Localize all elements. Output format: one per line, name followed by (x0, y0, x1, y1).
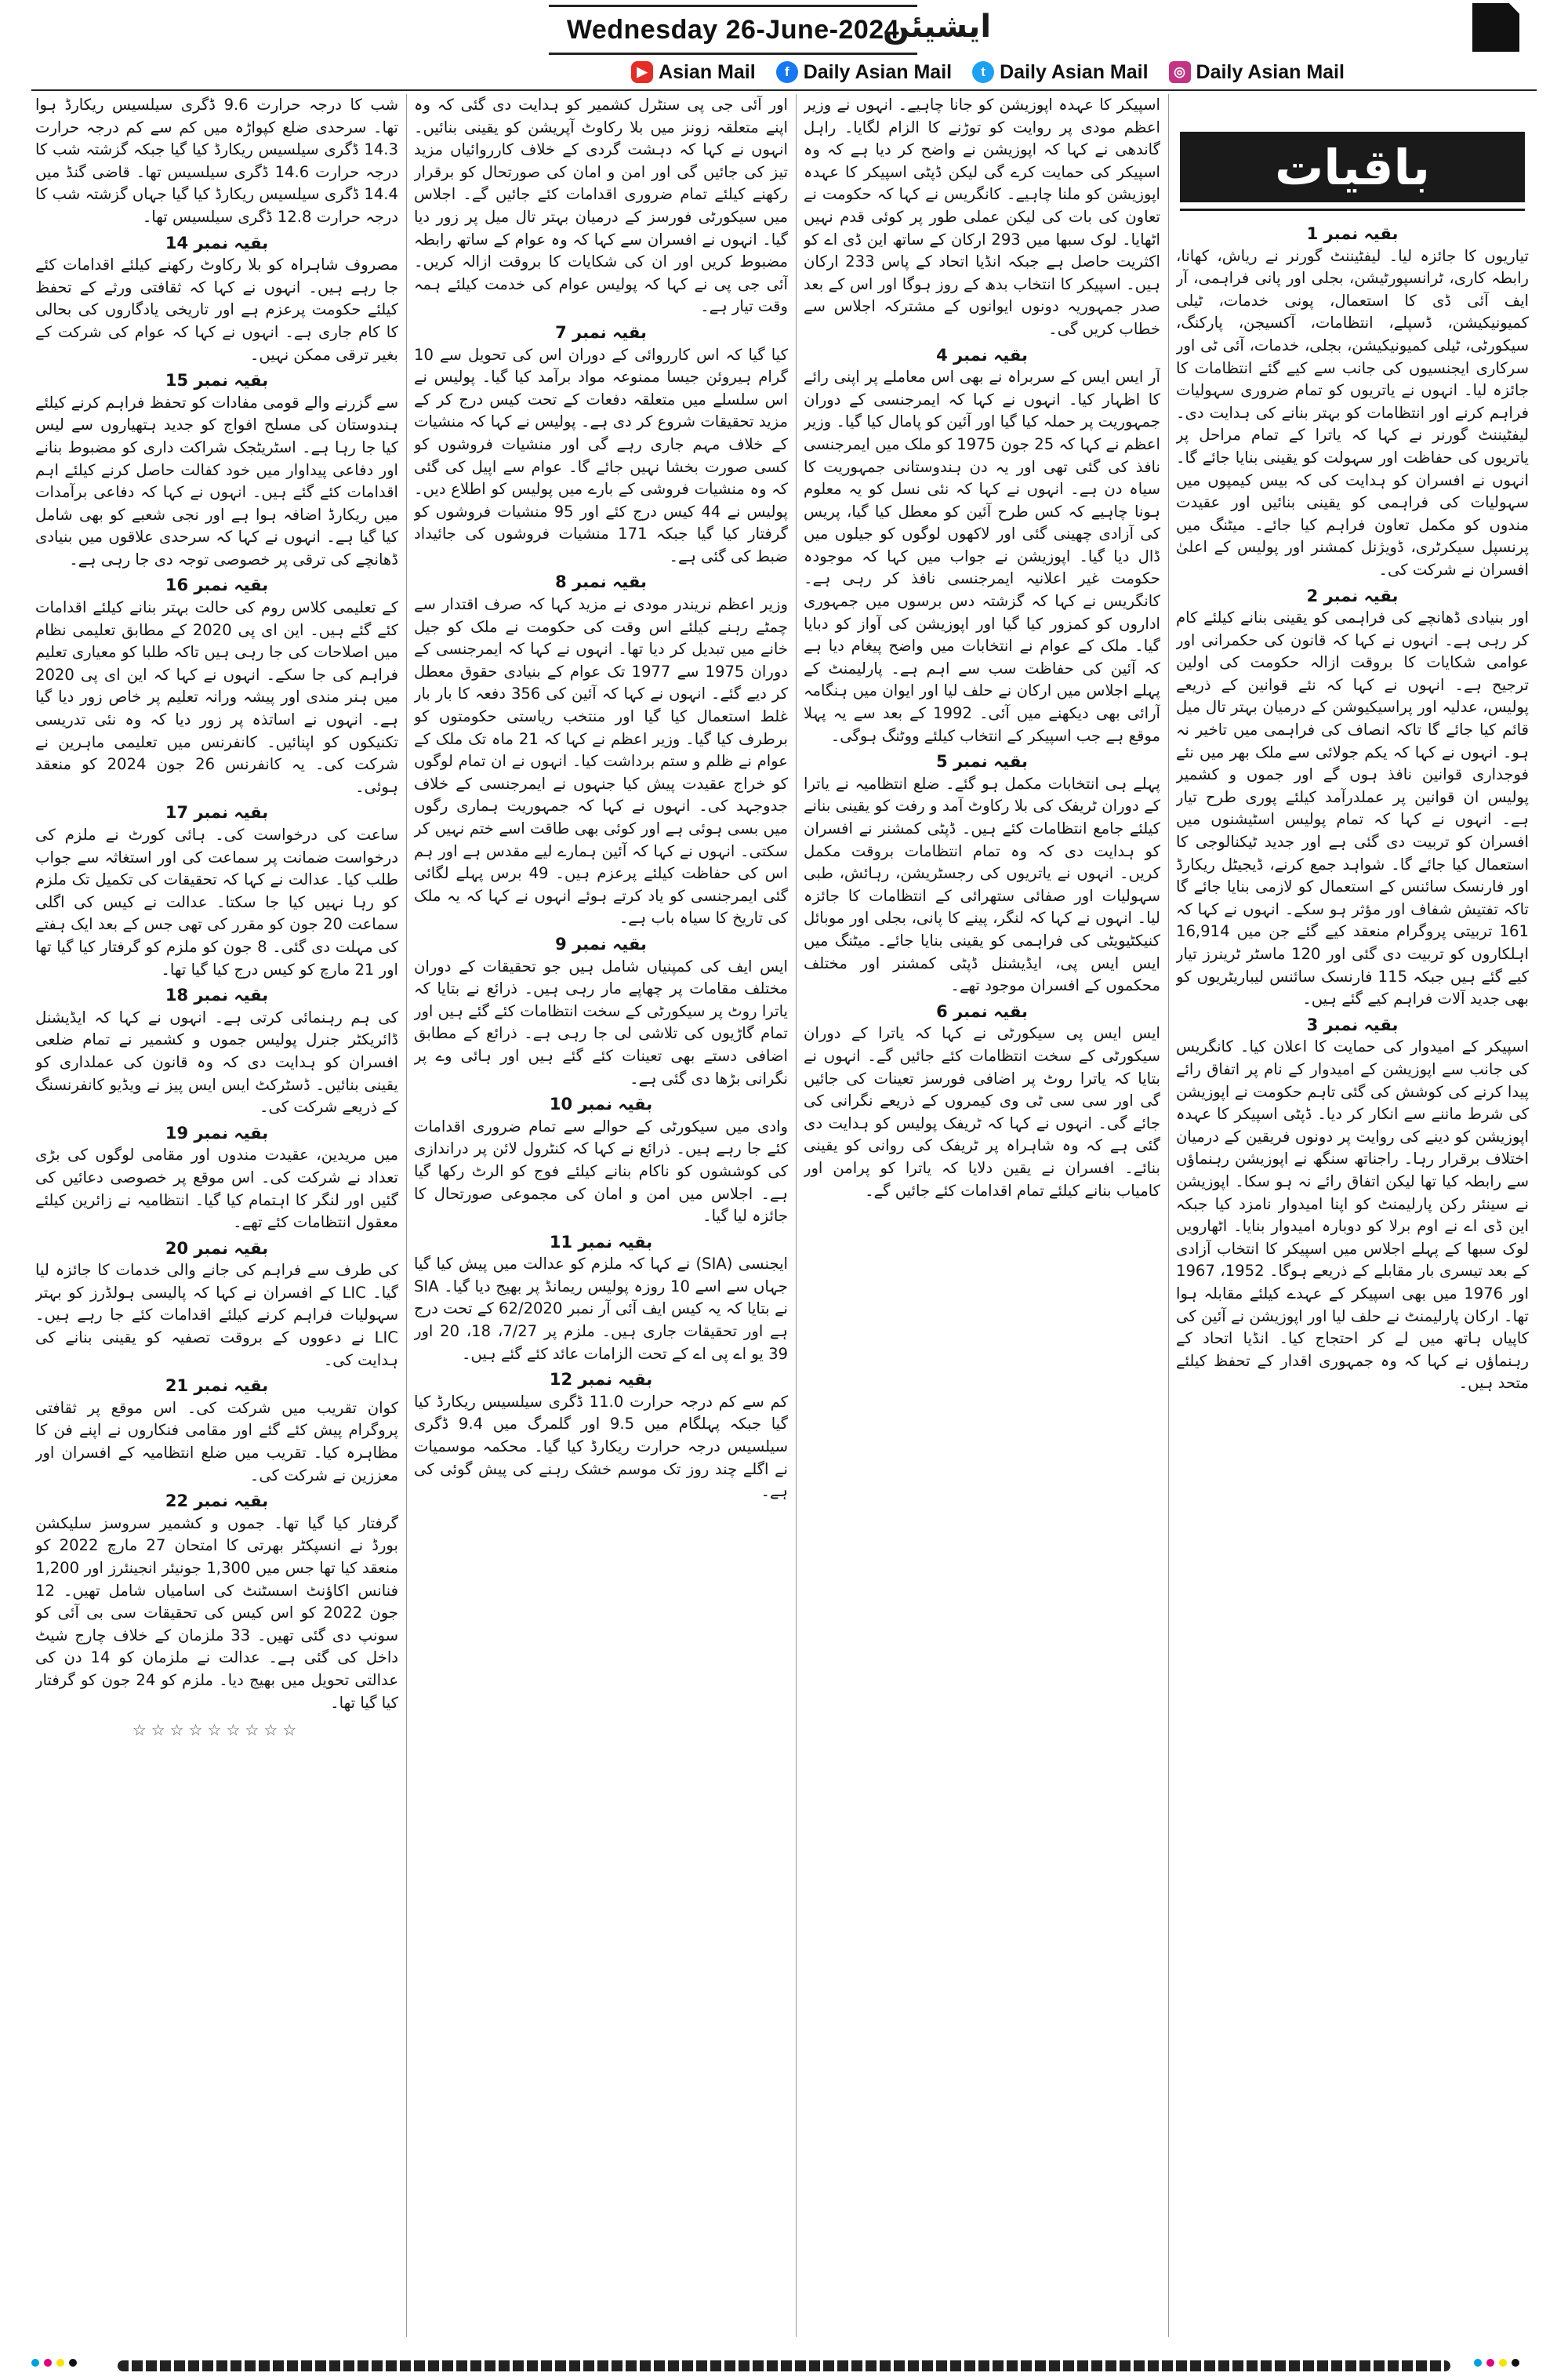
continuation-heading: بقیہ نمبر 8 (555, 572, 647, 592)
continuation-heading: بقیہ نمبر 12 (549, 1370, 653, 1390)
title-underline (1180, 209, 1525, 211)
black-mark (1512, 2359, 1519, 2367)
continuation-heading: بقیہ نمبر 19 (165, 1123, 269, 1143)
continuation-heading: بقیہ نمبر 5 (936, 752, 1028, 772)
continuation-heading: بقیہ نمبر 14 (165, 233, 269, 253)
social-label-twitter: Daily Asian Mail (1000, 60, 1149, 83)
article-column-4 (35, 94, 398, 2337)
twitter-icon: t (972, 61, 994, 83)
continuation-heading: بقیہ نمبر 4 (936, 345, 1028, 365)
continuation-text: مصروف شاہراہ کو بلا رکاوٹ رکھنے کیلئے اقدامات کئے جا رہے ہیں۔ انہوں نے کہا کہ ثقافتی ورثے کے تحفظ کیلئے حکومت پرعزم ہے اور تاریخی یادگاروں کی بحالی کا کام جاری ہے۔ انہوں نے کہا کہ عوام کی شرکت کے بغیر ترقی ممکن نہیں۔ (35, 256, 398, 364)
registration-strip (118, 2360, 1450, 2371)
continuation-text: ایجنسی (SIA) نے کہا کہ ملزم کو عدالت میں پیش کیا گیا جہاں سے اسے 10 روزہ پولیس ریمانڈ پر بھیج دیا گیا۔ SIA نے بتایا کہ یہ کیس ایف آئی آر نمبر 62/2020 کے تحت درج ہے اور تحقیقات جاری ہیں۔ ملزم پر 7/27، 18، 20 اور 39 یو اے پی اے کے تحت الزامات عائد کئے گئے ہیں۔ (414, 1255, 788, 1363)
column-divider (796, 94, 797, 2337)
continuation-text: کم سے کم درجہ حرارت 11.0 ڈگری سیلسیس ریکارڈ کیا گیا جبکہ پہلگام میں 9.5 اور گلمرگ میں 9.4 ڈگری سیلسیس درجہ حرارت ریکارڈ کیا گیا۔ محکمہ موسمیات نے اگلے چند روز تک موسم خشک رہنے کی پیش گوئی کی ہے۔ (414, 1392, 788, 1501)
cyan-mark (1474, 2359, 1482, 2367)
black-mark (69, 2359, 77, 2367)
continuation-heading: بقیہ نمبر 21 (165, 1376, 269, 1396)
yellow-mark (1499, 2359, 1507, 2367)
social-link-twitter[interactable] (972, 61, 1148, 84)
continuation-heading: بقیہ نمبر 22 (165, 1492, 269, 1511)
continuation-heading: بقیہ نمبر 1 (1306, 224, 1399, 243)
masthead (0, 0, 1568, 55)
column-divider (1168, 94, 1169, 2337)
logo-text: ایشیئن (882, 9, 992, 45)
print-registration-bar (0, 2353, 1568, 2380)
continuation-text: کے تعلیمی کلاس روم کی حالت بہتر بنانے کیلئے اقدامات کئے گئے ہیں۔ این ای پی 2020 کے مطابق تعلیمی نظام میں اصلاحات کی جا رہی ہیں تاکہ طلبا کو معیاری تعلیم فراہم کی جا سکے۔ انہوں نے کہا کہ این ای پی 2020 میں ہنر مندی اور پیشہ ورانہ تعلیم پر خاص زور دیا گیا ہے۔ انہوں نے اساتذہ پر زور دیا کہ وہ نئی تدریسی تکنیکوں کو اپنائیں۔ کانفرنس میں تعلیمی ماہرین نے شرکت کی۔ یہ کانفرنس 26 جون 2024 کو منعقد ہوئی۔ (35, 598, 398, 796)
instagram-icon: ◎ (1169, 61, 1191, 83)
magenta-mark (44, 2359, 52, 2367)
social-link-facebook[interactable] (776, 61, 952, 84)
continuation-text: ایس ایس پی سیکورٹی نے کہا کہ یاترا کے دوران سیکورٹی کے سخت انتظامات کئے جائیں گے۔ انہوں نے بتایا کہ یاترا روٹ پر اضافی فورسز تعینات کی جائیں گی اور سی سی ٹی وی کیمروں کے ذریعے نگرانی کی جائے گی۔ انہوں نے کہا کہ ٹریفک پولیس کو ہدایت دی گئی ہے کہ وہ شاہراہ پر ٹریفک کی روانی کو یقینی بنائے۔ افسران نے یقین دلایا کہ یاترا کو پرامن اور کامیاب بنانے کیلئے تمام اقدامات کئے جائیں گے۔ (804, 1024, 1160, 1200)
social-links-bar (423, 56, 1552, 88)
continuation-text: سے گزرنے والے قومی مفادات کو تحفظ فراہم کرنے کیلئے ہندوستان کی مسلح افواج کو جدید ہتھیاروں سے لیس کیا جا رہا ہے۔ اسٹریٹجک شراکت داری کو مضبوط بنانے اور دفاعی پیداوار میں خود کفالت حاصل کرنے کیلئے اہم اقدامات کئے گئے ہیں۔ انہوں نے کہا کہ دفاعی برآمدات میں ریکارڈ اضافہ ہوا ہے اور نجی شعبے کو بھی شامل کیا گیا ہے۔ انہوں نے کہا کہ سرحدی علاقوں میں بنیادی ڈھانچے کی ترقی پر خصوصی توجہ دی جا رہی ہے۔ (35, 393, 398, 569)
continuation-text: کوان تقریب میں شرکت کی۔ اس موقع پر ثقافتی پروگرام پیش کئے گئے اور مقامی فنکاروں نے اپنے فن کا مظاہرہ کیا۔ تقریب میں ضلع انتظامیہ کے افسران اور معززین نے شرکت کی۔ (35, 1398, 398, 1484)
end-of-page-stars: ☆☆☆☆☆☆☆☆☆ (132, 1721, 302, 1740)
continuation-heading: بقیہ نمبر 3 (1306, 1015, 1399, 1034)
continuation-text: وزیر اعظم نریندر مودی نے مزید کہا کہ صرف اقتدار سے چمٹے رہنے کیلئے اس وقت کی حکومت نے ملک کو جیل خانے میں تبدیل کر دیا تھا۔ انہوں نے کہا کہ ایمرجنسی کے دوران 1975 سے 1977 تک عوام کے بنیادی حقوق معطل کر دیے گئے۔ انہوں نے کہا کہ آئین کی 356 دفعہ کا بار بار غلط استعمال کیا گیا اور منتخب ریاستی حکومتوں کو برطرف کیا گیا۔ وزیر اعظم نے کہا کہ 21 ماہ تک ملک کے عوام نے ظلم و ستم برداشت کیا۔ انہوں نے ان تمام لوگوں کو خراج عقیدت پیش کیا جنہوں نے ایمرجنسی کے خلاف جدوجہد کی۔ انہوں نے کہا کہ جمہوریت ہماری رگوں میں بسی ہوئی ہے اور کوئی بھی طاقت اسے ختم نہیں کر سکتی۔ انہوں نے کہا کہ آئین ہمارے لیے مقدس ہے اور ہم اس کی حفاظت کیلئے پرعزم ہیں۔ 49 برس پہلے لگائی گئی ایمرجنسی کو یاد کرتے ہوئے انہوں نے کہا کہ یہ ملک کی تاریخ کا سیاہ باب ہے۔ (414, 595, 788, 928)
continuation-heading: بقیہ نمبر 15 (165, 371, 269, 391)
social-link-instagram[interactable] (1169, 61, 1345, 84)
continuation-heading: بقیہ نمبر 11 (549, 1232, 653, 1252)
continuation-text: کیا گیا کہ اس کارروائی کے دوران اس کی تحویل سے 10 گرام ہیروئن جیسا ممنوعہ مواد برآمد کیا گیا۔ پولیس نے اس سلسلے میں متعلقہ دفعات کے تحت کیس درج کر کے مزید تحقیقات شروع کر دی ہے۔ پولیس نے کہا کہ منشیات کے خلاف مہم جاری رہے گی اور منشیات فروشوں کو کسی صورت بخشا نہیں جائے گا۔ عوام سے اپیل کی گئی کہ وہ منشیات فروشی کے بارے میں پولیس کو اطلاع دیں۔ پولیس نے 44 کیس درج کئے اور 95 منشیات فروشوں کو گرفتار کیا گیا جبکہ 171 منشیات فروشوں کی جائیداد ضبط کی گئی ہے۔ (414, 345, 788, 565)
continuation-text: اسپیکر کا عہدہ اپوزیشن کو جانا چاہیے۔ انہوں نے وزیر اعظم مودی پر روایت کو توڑنے کا الزام لگایا۔ راہل گاندھی نے کہا کہ اپوزیشن نے واضح کر دیا ہے کہ وہ اسپیکر کی حمایت کرے گی لیکن ڈپٹی اسپیکر کا عہدہ اپوزیشن کو ملنا چاہیے۔ کانگریس نے کہا کہ حکومت نے تعاون کی بات کی لیکن عملی طور پر کوئی قدم نہیں اٹھایا۔ لوک سبھا میں 293 ارکان کے ساتھ این ڈی اے کو اکثریت حاصل ہے جبکہ انڈیا اتحاد کے پاس 233 ارکان ہیں۔ اسپیکر کا انتخاب بدھ کے روز ہوگا اور اس کے بعد صدر جمہوریہ دونوں ایوانوں کے مشترکہ اجلاس سے خطاب کریں گی۔ (804, 96, 1160, 338)
page-title: باقیات (1180, 132, 1525, 202)
article-column-1 (1176, 220, 1529, 2337)
continuation-text: اور آئی جی پی سنٹرل کشمیر کو ہدایت دی گئی کہ وہ اپنے متعلقہ زونز میں بلا رکاوٹ آپریشن کو یقینی بنائیں۔ انہوں نے کہا کہ دہشت گردی کے خلاف کارروائیاں مزید تیز کی جائیں گی اور امن و امان کی صورتحال کو برقرار رکھنے کیلئے تمام ضروری اقدامات کئے جائیں گے۔ اجلاس میں سیکورٹی فورسز کے درمیان بہتر تال میل پر زور دیا گیا۔ انہوں نے افسران سے کہا کہ وہ عوام کے ساتھ رابطہ مضبوط کریں اور ان کی شکایات کا بروقت ازالہ کریں۔ آئی جی پی نے کہا کہ پولیس عوام کی خدمت کیلئے ہمہ وقت تیار ہے۔ (414, 96, 788, 316)
facebook-icon: f (776, 61, 798, 83)
social-label-instagram: Daily Asian Mail (1196, 60, 1345, 83)
social-label-facebook: Daily Asian Mail (803, 60, 953, 83)
article-column-3 (414, 94, 788, 2337)
continuation-text: پہلے ہی انتخابات مکمل ہو گئے۔ ضلع انتظامیہ نے یاترا کے دوران ٹریفک کی بلا رکاوٹ آمد و رفت کو یقینی بنانے کیلئے جامع انتظامات کئے ہیں۔ ڈپٹی کمشنر نے افسران کو ہدایت دی کہ وہ تمام انتظامات بروقت مکمل کریں۔ انہوں نے یاتریوں کی رجسٹریشن، رہائش، طبی سہولیات اور صفائی ستھرائی کے انتظامات کا جائزہ لیا۔ انہوں نے کہا کہ لنگر، پینے کا پانی، بجلی اور موبائل کنیکٹیویٹی کی فراہمی کو یقینی بنایا جائے۔ میٹنگ میں ایس ایس پی، ایڈیشنل ڈپٹی کمشنر اور مختلف محکموں کے افسران موجود تھے۔ (804, 774, 1160, 995)
continuation-text: اسپیکر کے امیدوار کی حمایت کا اعلان کیا۔ کانگریس کی جانب سے اپوزیشن کے امیدوار کے نام پر اتفاق رائے پیدا کرنے کی کوشش کی گئی تاہم حکومت نے اپوزیشن کی شرط ماننے سے انکار کر دیا۔ ڈپٹی اسپیکر کا عہدہ اپوزیشن کو دینے کی روایت پر دونوں فریقین کے درمیان اختلاف برقرار رہا۔ راجناتھ سنگھ نے اپوزیشن رہنماؤں سے رابطہ کیا تھا لیکن اتفاق رائے نہ ہو سکا۔ اپوزیشن نے سینئر رکن پارلیمنٹ کو اپنا امیدوار نامزد کیا جبکہ این ڈی اے نے اوم برلا کو دوبارہ امیدوار بنایا۔ اٹھارویں لوک سبھا کے پہلے اجلاس میں اسپیکر کا انتخاب آزادی کے بعد تیسری بار مقابلے کے ذریعے ہوگا۔ 1952، 1967 اور 1976 میں بھی اسپیکر کے عہدے کیلئے مقابلہ ہوا تھا۔ ارکان پارلیمنٹ نے حلف لیا اور اپوزیشن نے آئین کی کاپیاں ہاتھ میں لے کر احتجاج کیا۔ انڈیا اتحاد کے رہنماؤں نے کہا کہ وہ جمہوری اقدار کے تحفظ کیلئے متحد ہیں۔ (1176, 1037, 1529, 1393)
continuation-heading: بقیہ نمبر 18 (165, 986, 269, 1005)
continuation-text: تیاریوں کا جائزہ لیا۔ لیفٹیننٹ گورنر نے ریاش، کھانا، رابطہ کاری، ٹرانسپورٹیشن، بجلی اور پانی فراہمی، آر ایف آئی ڈی کا استعمال، پونی خدمات، ٹیلی کمیونیکیشن، ڈسپلے، انتظامات، آکسیجن، پارکنگ، سیکورٹی، ٹیلی کمیونیکیشن، بجلی، خدمات، آئی ٹی اور سرکاری ایجنسیوں کی جانب سے کیے گئے انتظامات کا جائزہ لیا۔ انہوں نے یاتریوں کو تمام ضروری سہولیات فراہم کرنے اور انتظامات کو بہتر بنانے کی ہدایت دی۔ لیفٹیننٹ گورنر نے کہا کہ یاترا کے تمام مراحل پر یاتریوں کی حفاظت اور سہولت کو یقینی بنایا جائے گا۔ انہوں نے افسران کو ہدایت کی کہ بیس کیمپوں میں سہولیات کی فراہمی کو یقینی بنائیں اور عقیدت مندوں کو مکمل تعاون فراہم کیا جائے۔ میٹنگ میں پرنسپل سیکرٹری، ڈویژنل کمشنر اور پولیس کے اعلیٰ افسران نے شرکت کی۔ (1176, 246, 1529, 579)
continuation-heading: بقیہ نمبر 2 (1306, 586, 1399, 605)
continuation-text: ایس ایف کی کمپنیاں شامل ہیں جو تحقیقات کے دوران مختلف مقامات پر چھاپے مار رہی ہیں۔ ذرائع نے بتایا کہ یاترا روٹ پر سیکورٹی کے سخت انتظامات کئے گئے ہیں اور تمام گاڑیوں کی تلاشی لی جا رہی ہے۔ ذرائع کے مطابق اضافی دستے بھی تعینات کئے گئے ہیں اور ہائی وے پر نگرانی بڑھا دی گئی ہے۔ (414, 957, 788, 1088)
social-label-youtube: Asian Mail (659, 60, 756, 83)
youtube-icon: ▶ (631, 61, 653, 83)
continuation-heading: بقیہ نمبر 16 (165, 576, 269, 595)
magenta-mark (1486, 2359, 1494, 2367)
continuation-heading: بقیہ نمبر 17 (165, 803, 269, 823)
article-column-2 (804, 94, 1160, 2337)
continuation-heading: بقیہ نمبر 6 (936, 1001, 1028, 1021)
newspaper-logo[interactable] (882, 2, 992, 52)
social-link-youtube[interactable] (631, 61, 756, 84)
page-corner-mark (1472, 3, 1519, 52)
yellow-mark (56, 2359, 64, 2367)
issue-date: Wednesday 26-June-2024 (549, 5, 917, 55)
continuation-heading: بقیہ نمبر 9 (555, 934, 647, 954)
cmyk-marks-right (1474, 2359, 1519, 2367)
continuation-text: آر ایس ایس کے سربراہ نے بھی اس معاملے پر اپنی رائے کا اظہار کیا۔ انہوں نے کہا کہ ایمرجنسی کے دوران جمہوریت پر حملہ کیا گیا اور آئین کو پامال کیا گیا۔ وزیر اعظم نے کہا کہ 25 جون 1975 کو ملک میں ایمرجنسی نافذ کی گئی تھی اور یہ دن ہندوستانی جمہوریت کا سیاہ دن ہے۔ انہوں نے کہا کہ نئی نسل کو یہ معلوم ہونا چاہیے کہ کس طرح آئین کو معطل کیا گیا، پریس کی آزادی چھینی گئی اور لاکھوں لوگوں کو جیلوں میں ڈال دیا گیا۔ اپوزیشن نے جواب میں کہا کہ موجودہ حکومت غیر اعلانیہ ایمرجنسی نافذ کر رہی ہے۔ کانگریس نے کہا کہ گزشتہ دس برسوں میں جمہوری اداروں کو کمزور کیا گیا اور اپوزیشن کی آواز کو دبایا گیا۔ ملک کے عوام نے انتخابات میں واضح پیغام دیا ہے کہ آئین کی حفاظت سب سے اہم ہے۔ پارلیمنٹ کے پہلے اجلاس میں ارکان نے حلف لیا اور ایوان میں ہنگامہ آرائی بھی دیکھنے میں آئی۔ 1992 کے بعد سے یہ پہلا موقع ہے جب اسپیکر کے انتخاب کیلئے ووٹنگ ہوگی۔ (804, 368, 1160, 745)
continuation-text: میں مریدین، عقیدت مندوں اور مقامی لوگوں کی بڑی تعداد نے شرکت کی۔ اس موقع پر خصوصی دعائیں کی گئیں اور لنگر کا اہتمام کیا گیا۔ انتظامیہ نے زائرین کیلئے معقول انتظامات کئے تھے۔ (35, 1146, 398, 1232)
continuation-heading: بقیہ نمبر 20 (165, 1238, 269, 1258)
cyan-mark (31, 2359, 39, 2367)
continuation-text: کی ہم رہنمائی کرتی ہے۔ انہوں نے کہا کہ ایڈیشنل ڈائریکٹر جنرل پولیس جموں و کشمیر نے تمام ضلعی افسران کو ہدایت دی کہ وہ قانون کی عملداری کو یقینی بنائیں۔ ڈسٹرکٹ ایس ایس پیز نے ویڈیو کانفرنسنگ کے ذریعے شرکت کی۔ (35, 1008, 398, 1117)
continuation-text: وادی میں سیکورٹی کے حوالے سے تمام ضروری اقدامات کئے جا رہے ہیں۔ ذرائع نے کہا کہ کنٹرول لائن پر دراندازی کی کوششوں کو ناکام بنانے کیلئے فوج کو الرٹ رکھا گیا ہے۔ اجلاس میں امن و امان کی مجموعی صورتحال کا جائزہ لیا گیا۔ (414, 1117, 788, 1226)
continuation-text: ساعت کی درخواست کی۔ ہائی کورٹ نے ملزم کی درخواست ضمانت پر سماعت کی اور استغاثہ سے جواب طلب کیا۔ عدالت نے کہا کہ تحقیقات کی تکمیل تک ملزم کو رہا نہیں کیا جا سکتا۔ عدالت نے کیس کی اگلی سماعت 20 جون کو مقرر کی تھی جس کے بعد ایک ہفتے کی مہلت دی گئی۔ 8 جون کو ملزم کو گرفتار کیا گیا تھا اور 21 مارچ کو کیس درج کیا گیا تھا۔ (35, 826, 398, 979)
continuation-text: اور بنیادی ڈھانچے کی فراہمی کو یقینی بنانے کیلئے کام کر رہی ہے۔ انہوں نے کہا کہ قانون کی حکمرانی اور عوامی شکایات کا بروقت ازالہ حکومت کی اولین ترجیح ہے۔ انہوں نے کہا کہ نئے قوانین کے ذریعے پولیس، عدلیہ اور پراسیکیوشن کے درمیان بہتر تال میل قائم کیا جائے گا تاکہ انصاف کی فراہمی میں تاخیر نہ ہو۔ انہوں نے کہا کہ یکم جولائی سے ملک بھر میں نئے فوجداری قوانین نافذ ہوں گے اور جموں و کشمیر پولیس ان قوانین پر عملدرآمد کیلئے پوری طرح تیار ہے۔ انہوں نے کہا کہ تمام پولیس اسٹیشنوں میں افسران کو تربیت دی گئی ہے اور جدید ٹیکنالوجی کا استعمال کیا جائے گا۔ شواہد جمع کرنے، ڈیجیٹل ریکارڈ اور فارنسک سائنس کے استعمال کو لازمی بنایا جائے گا تاکہ تفتیش شفاف اور مؤثر ہو سکے۔ انہوں نے کہا کہ 161 تربیتی پروگرام منعقد کیے گئے جن میں 16,914 اہلکاروں کو تربیت دی گئی اور 120 ماسٹر ٹرینرز تیار کیے گئے ہیں جبکہ 115 فارنسک سائنس لیباریٹریوں کو بھی جدید آلات فراہم کیے گئے ہیں۔ (1176, 609, 1529, 1008)
continuation-heading: بقیہ نمبر 10 (549, 1095, 653, 1114)
continuation-text: کی طرف سے فراہم کی جانے والی خدمات کا جائزہ لیا گیا۔ LIC کے افسران نے کہا کہ پالیسی ہولڈرز کو بہتر سہولیات فراہم کرنے کیلئے اقدامات کئے جا رہے ہیں۔ LIC نے دعووں کے بروقت تصفیہ کو یقینی بنانے کی ہدایت کی۔ (35, 1261, 398, 1369)
continuation-text: گرفتار کیا گیا تھا۔ جموں و کشمیر سروسز سلیکشن بورڈ نے انسپکٹر بھرتی کا امتحان 27 مارچ 2022 کو منعقد کیا تھا جس میں 1,300 جونیئر انجینئرز اور 1,200 فنانس اکاؤنٹ اسسٹنٹ کی اسامیاں شامل تھیں۔ 12 جون 2022 کو اس کیس کی تحقیقات سی بی آئی کو سونپ دی گئی تھیں۔ 33 ملزمان کے خلاف چارج شیٹ داخل کی گئی ہے۔ عدالت نے ملزمان کو 14 دن کی عدالتی تحویل میں بھیج دیا۔ ملزم کو 24 جون کو گرفتار کیا گیا تھا۔ (35, 1513, 398, 1712)
continuation-text: شب کا درجہ حرارت 9.6 ڈگری سیلسیس ریکارڈ ہوا تھا۔ سرحدی ضلع کپواڑہ میں کم سے کم درجہ حرارت 14.3 ڈگری سیلسیس ریکارڈ کیا گیا جبکہ گزشتہ شب کا درجہ حرارت 14.6 ڈگری سیلسیس تھا۔ قاضی گنڈ میں 14.4 ڈگری سیلسیس ریکارڈ کیا گیا جہاں گزشتہ شب کا درجہ حرارت 12.8 ڈگری سیلسیس تھا۔ (35, 96, 398, 226)
column-divider (406, 94, 407, 2337)
cmyk-marks-left (31, 2359, 77, 2367)
continuation-heading: بقیہ نمبر 7 (555, 322, 647, 342)
masthead-divider (31, 89, 1537, 91)
